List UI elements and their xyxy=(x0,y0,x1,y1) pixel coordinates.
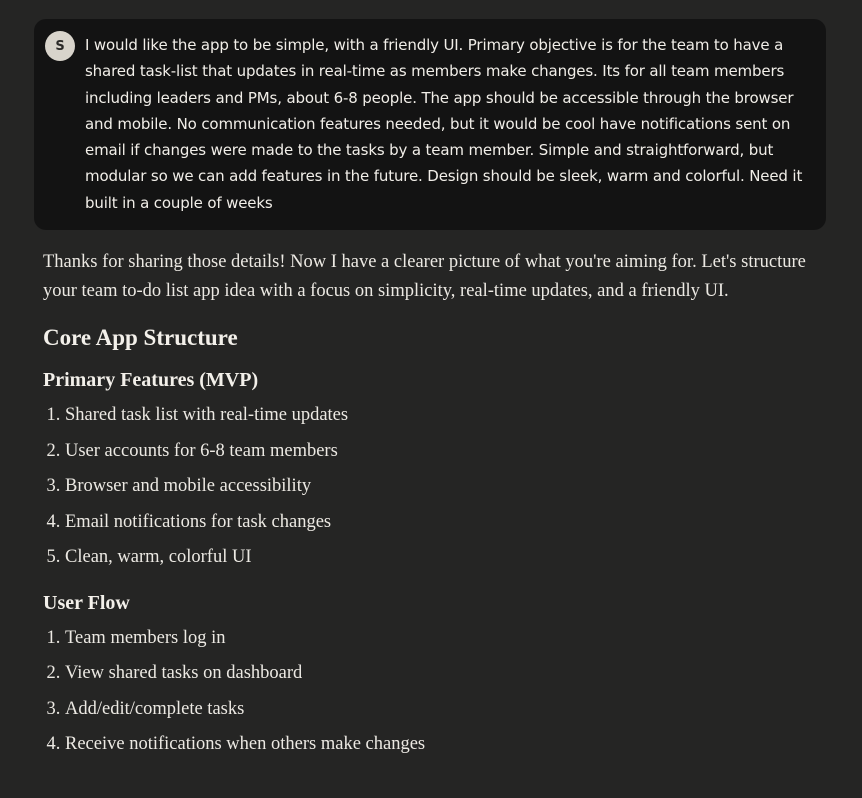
user-message-bubble xyxy=(34,19,826,230)
list-number: 5 . xyxy=(43,540,65,576)
list-item-text: Add/edit/complete tasks xyxy=(65,698,245,719)
heading-core-app-structure: Core App Structure xyxy=(43,325,238,350)
list-number: 3 . xyxy=(43,692,65,728)
list-item xyxy=(43,434,823,470)
list-number: 2 . xyxy=(43,656,65,692)
list-item xyxy=(43,656,823,692)
list-item-text: Team members log in xyxy=(65,627,226,648)
heading-primary-features: Primary Features (MVP) xyxy=(43,369,259,391)
list-number: 4 . xyxy=(43,727,65,763)
list-item xyxy=(43,727,823,763)
list-number: 3 . xyxy=(43,469,65,505)
list-item xyxy=(43,505,823,541)
list-item xyxy=(43,398,823,434)
user-flow-list xyxy=(43,621,823,763)
list-number: 1 . xyxy=(43,398,65,434)
list-item-text: Clean, warm, colorful UI xyxy=(65,547,252,567)
list-item xyxy=(43,621,823,657)
list-item-text: Browser and mobile accessibility xyxy=(65,476,312,496)
list-item-text: View shared tasks on dashboard xyxy=(65,663,303,683)
list-item-text: User accounts for 6-8 team members xyxy=(65,440,338,461)
list-item xyxy=(43,469,823,505)
assistant-reply xyxy=(43,248,823,763)
primary-features-list xyxy=(43,398,823,576)
list-number: 1 . xyxy=(43,621,65,657)
list-item-text: Email notifications for task changes xyxy=(65,511,332,532)
list-item xyxy=(43,540,823,576)
list-number: 2 . xyxy=(43,434,65,470)
list-number: 4 . xyxy=(43,505,65,541)
list-item-text: Receive notifications when others make changes xyxy=(65,734,426,754)
list-item xyxy=(43,692,823,728)
user-avatar: S xyxy=(45,31,75,61)
heading-user-flow: User Flow xyxy=(43,591,130,614)
user-message-text: I would like the app to be simple, with a friendly UI. Primary objective is for the team to have a shared task-list that updates in real-time as members make changes. Its for all team members including leaders and PMs, about 6-8 people. The app should be accessible through the browser and mobile. No communication features needed, but it would be cool have notifications sent on email if changes were made to the tasks by a team member. Simple and straightforward, but modular so we can add features in the future. Design should be sleek, warm and colorful. Need it built in a couple of weeks xyxy=(85,36,803,212)
reply-intro: Thanks for sharing those details! Now I have a clearer picture of what you're aiming for. Let's structure your team to-do list app idea with a focus on simplicity, real-time updates, and a friendly UI. xyxy=(43,252,806,301)
list-item-text: Shared task list with real-time updates xyxy=(65,405,349,425)
